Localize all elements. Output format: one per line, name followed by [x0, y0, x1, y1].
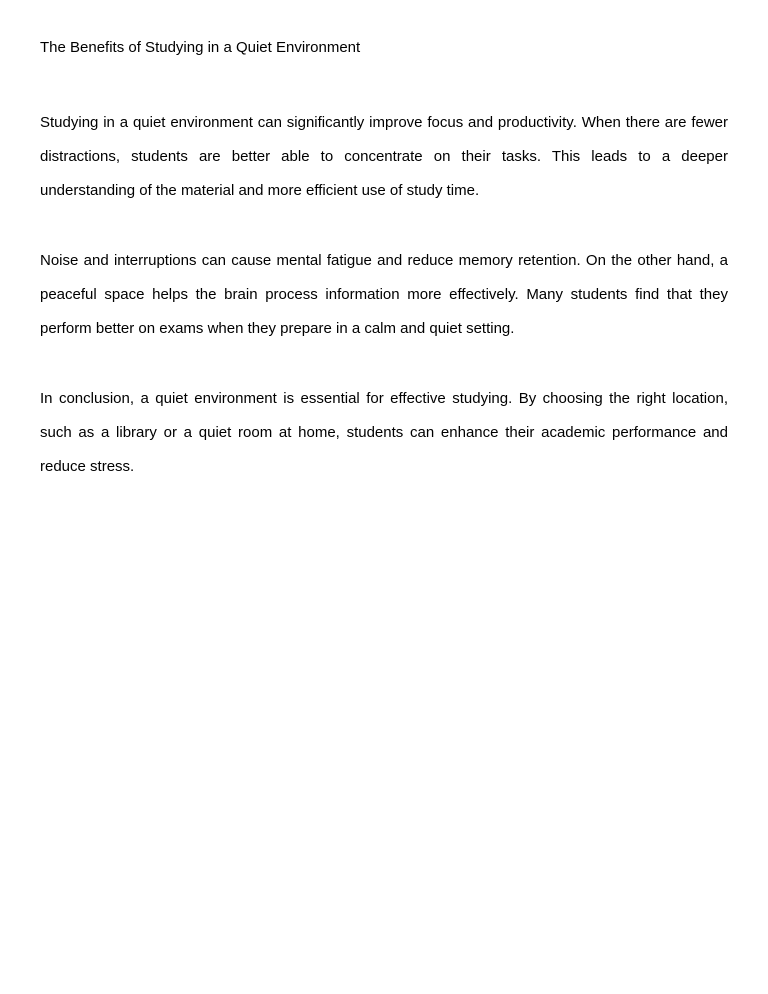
- paragraph-body: Noise and interruptions can cause mental fatigue and reduce memory retention. On the other hand, a peaceful space helps the brain process information more effectively. Many students find that they perform better on exams when they prepare in a calm and quiet setting.: [40, 252, 728, 337]
- paragraph-intro: Studying in a quiet environment can significantly improve focus and productivity. When there are fewer distractions, students are better able to concentrate on their tasks. This leads to a deeper understanding of the material and more efficient use of study time.: [40, 114, 728, 199]
- paragraph-conclusion: In conclusion, a quiet environment is essential for effective studying. By choosing the right location, such as a library or a quiet room at home, students can enhance their academic performance and reduce stress.: [40, 390, 728, 475]
- document-title: The Benefits of Studying in a Quiet Environment: [40, 39, 361, 56]
